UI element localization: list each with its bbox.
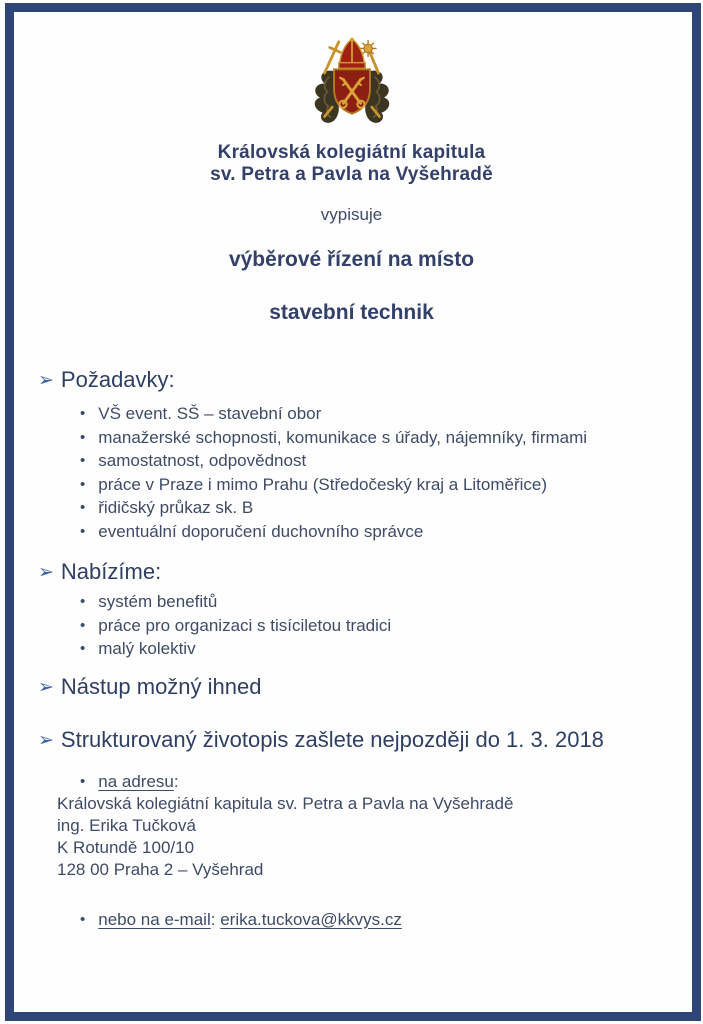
crest-container [0, 37, 703, 128]
bullet-dot-icon: • [80, 593, 86, 610]
bullet-dot-icon: • [80, 428, 86, 446]
bullet-dot-icon: • [80, 499, 86, 516]
list-item-text: malý kolektiv [98, 639, 196, 658]
list-item [80, 496, 663, 520]
arrow-bullet-icon: ➢ [38, 370, 54, 391]
section-heading-offer [38, 558, 663, 587]
list-item [80, 426, 663, 450]
list-item-text: VŠ event. SŠ – stavební obor [98, 404, 322, 423]
arrow-bullet-icon: ➢ [38, 729, 54, 751]
bullet-dot-icon: • [80, 910, 86, 928]
contact-block [38, 770, 663, 931]
list-item-text: samostatnost, odpovědnost [98, 451, 307, 470]
section-heading-label: Požadavky: [60, 367, 175, 392]
bullet-dot-icon: • [80, 772, 86, 790]
address-label: na adresu: [98, 771, 179, 791]
list-item [80, 590, 663, 614]
organization-name-line2: sv. Petra a Pavla na Vyšehradě [210, 164, 493, 185]
postal-address [38, 793, 663, 881]
email-label-and-address: nebo na e-mail: erika.tuckova@kkvys.cz [98, 909, 402, 929]
list-item-text: systém benefitů [98, 592, 218, 611]
list-item-text: práce pro organizaci s tisíciletou tradici [98, 615, 392, 635]
address-line: ing. Erika Tučková [57, 815, 196, 835]
list-item-text: eventuální doporučení duchovního správce [98, 521, 424, 541]
bullet-dot-icon: • [80, 452, 86, 469]
address-line: K Rotundě 100/10 [57, 837, 195, 857]
organization-name-line1: Královská kolegiátní kapitula [217, 142, 486, 163]
list-item [80, 473, 663, 497]
arrow-bullet-icon: ➢ [38, 676, 54, 698]
address-label-row [38, 770, 663, 793]
section-heading-start-date [38, 673, 663, 702]
section-heading-label: Nabízíme: [60, 559, 162, 584]
list-item [80, 449, 663, 473]
list-item-text: práce v Praze i mimo Prahu (Středočeský kraj a Litoměřice) [98, 474, 548, 494]
list-item [80, 614, 663, 638]
bullet-dot-icon: • [80, 616, 86, 634]
section-heading-cv-deadline [38, 726, 663, 755]
document-body [38, 366, 663, 931]
document-title-line1: výběrové řízení na místo [228, 248, 475, 271]
list-item [80, 637, 663, 661]
offer-list [38, 590, 663, 661]
section-heading-label: Nástup možný ihned [60, 673, 262, 699]
address-line: Královská kolegiátní kapitula sv. Petra a Pavla na Vyšehradě [57, 793, 514, 813]
section-heading-requirements [38, 366, 663, 395]
list-item [80, 520, 663, 544]
coat-of-arms-icon [300, 37, 404, 128]
requirements-list [38, 402, 663, 543]
list-item-text: řidičský průkaz sk. B [98, 498, 254, 517]
list-item [80, 402, 663, 426]
bullet-dot-icon: • [80, 405, 86, 422]
organization-name [0, 142, 703, 186]
bullet-dot-icon: • [80, 475, 86, 493]
email-row [38, 908, 663, 931]
email-address: erika.tuckova@kkvys.cz [220, 909, 402, 929]
list-item-text: manažerské schopnosti, komunikace s úřady, nájemníky, firmami [98, 427, 588, 447]
arrow-bullet-icon: ➢ [38, 562, 54, 583]
bullet-dot-icon: • [80, 640, 86, 657]
address-line: 128 00 Praha 2 – Vyšehrad [57, 859, 264, 879]
section-heading-label: Strukturovaný životopis zašlete nejpozději do 1. 3. 2018 [60, 726, 604, 752]
document-title-line2: stavební technik [269, 301, 434, 324]
bullet-dot-icon: • [80, 522, 86, 540]
announces-text: vypisuje [320, 205, 383, 224]
